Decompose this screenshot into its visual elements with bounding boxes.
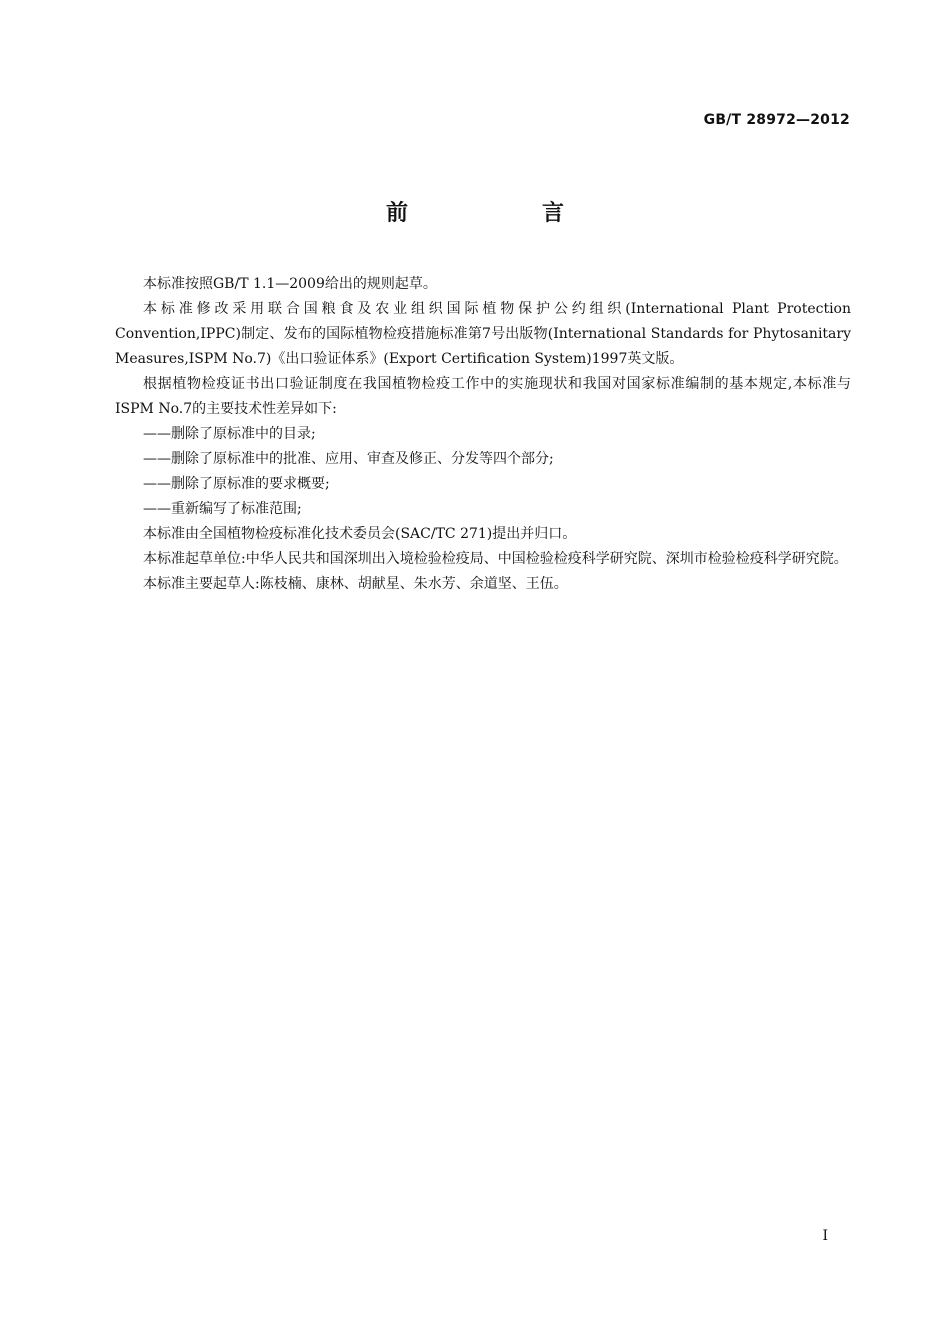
paragraph-drafters: 本标准主要起草人:陈枝楠、康林、胡献星、朱水芳、余道坚、王伍。 <box>143 576 568 592</box>
difference-item: ——删除了原标准的要求概要; <box>143 476 330 492</box>
paragraph-drafting-rules: 本标准按照GB/T 1.1—2009给出的规则起草。 <box>143 276 437 292</box>
difference-item: ——重新编写了标准范围; <box>143 501 302 517</box>
paragraph-differences-intro: 根据植物检疫证书出口验证制度在我国植物检疫工作中的实施现状和我国对国家标准编制的基本规定,本标准与ISPM No.7的主要技术性差异如下: <box>115 376 851 417</box>
page-title: 前 言 <box>385 201 620 226</box>
paragraph-committee: 本标准由全国植物检疫标准化技术委员会(SAC/TC 271)提出并归口。 <box>143 526 577 542</box>
paragraph-drafting-units: 本标准起草单位:中华人民共和国深圳出入境检验检疫局、中国检验检疫科学研究院、深圳市检验检疫科学研究院。 <box>143 551 848 567</box>
foreword-body <box>115 272 851 597</box>
difference-item: ——删除了原标准中的批准、应用、审查及修正、分发等四个部分; <box>143 451 554 467</box>
page-number: I <box>822 1228 828 1244</box>
standard-code: GB/T 28972—2012 <box>703 112 850 128</box>
paragraph-adoption: 本标准修改采用联合国粮食及农业组织国际植物保护公约组织(International Plant Protection Convention,IPPC)制定、发布的国际植物检疫措施标准第7号出版物(International Standards for Phytosanitary Measures,ISPM No.7)《出口验证体系》(Export Certification System)1997英文版。 <box>115 301 851 367</box>
difference-item: ——删除了原标准中的目录; <box>143 426 316 442</box>
